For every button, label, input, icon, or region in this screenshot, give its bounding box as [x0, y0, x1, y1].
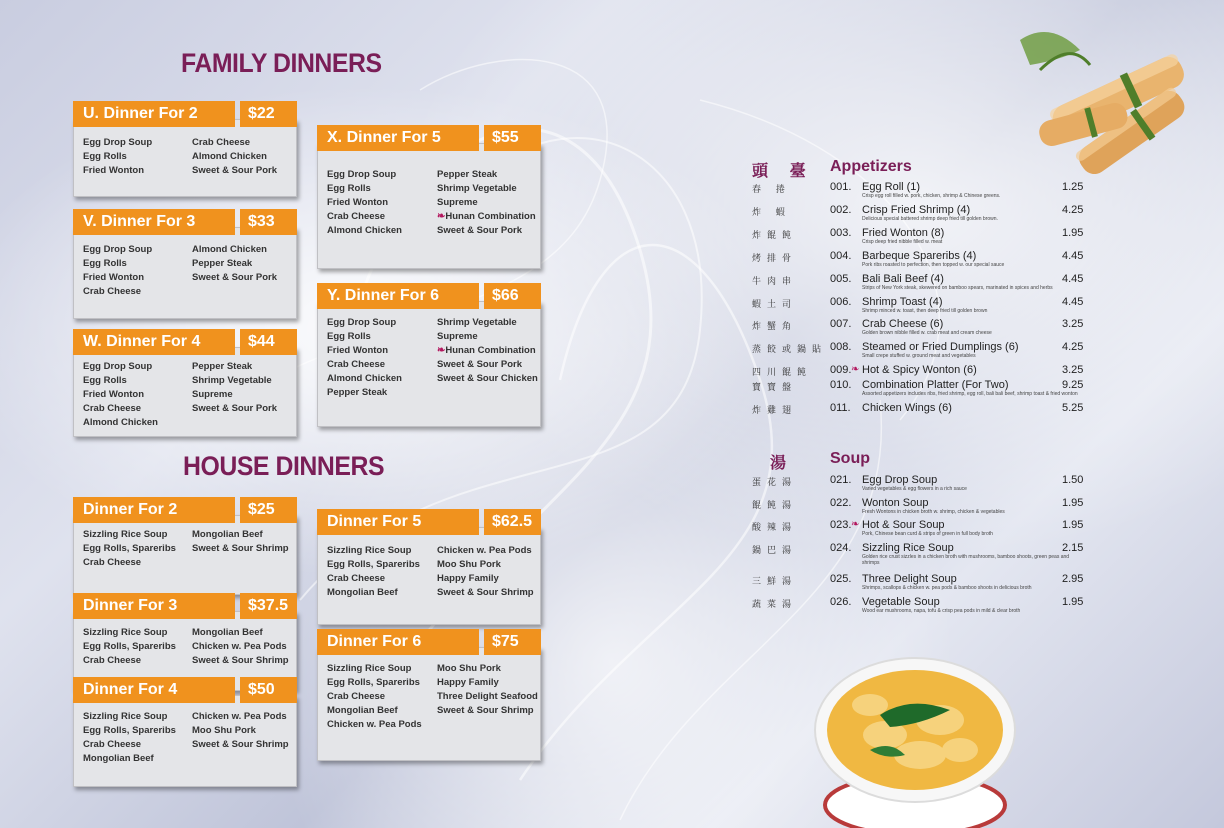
- item-desc: Crisp deep fried nibble filled w. meat: [862, 239, 943, 245]
- item-zh: 三鮮湯: [752, 577, 798, 587]
- dish: Egg Drop Soup: [327, 169, 397, 180]
- dinner-name: Dinner For 5: [317, 509, 479, 535]
- item-price: 4.25: [1062, 204, 1084, 216]
- menu-box-header: [317, 509, 541, 535]
- item-desc: Pork ribs roasted to perfection, then topped w. our special sauce: [862, 262, 1005, 268]
- item-zh: 酸辣湯: [752, 523, 798, 533]
- dish: Crab Cheese: [327, 573, 386, 584]
- item-desc: Strips of New York steak, skewered on bamboo spears, marinated in spices and herbs: [862, 285, 1053, 291]
- chili-pepper-icon: ❧: [851, 364, 860, 375]
- item-price: 3.25: [1062, 318, 1084, 330]
- item-zh: 寶寶盤: [752, 383, 798, 393]
- item-zh: 蔬菜湯: [752, 600, 798, 610]
- dish: Mongolian Beef: [192, 529, 263, 540]
- dish: Supreme: [192, 389, 233, 400]
- menu-box-body: [317, 647, 541, 761]
- item-number: 005.: [830, 273, 852, 285]
- item-price: 1.25: [1062, 181, 1084, 193]
- dish: Crab Cheese: [327, 691, 386, 702]
- dinner-price: $55: [484, 125, 541, 151]
- dish: Sweet & Sour Pork: [192, 165, 277, 176]
- item-desc: Fresh Wontons in chicken broth w. shrimp, chicken & vegetables: [862, 509, 1005, 515]
- dish: Pepper Steak: [327, 387, 388, 398]
- dinner-price: $66: [484, 283, 541, 309]
- item-name: Vegetable Soup: [862, 596, 940, 608]
- item-price: 1.95: [1062, 497, 1084, 509]
- dish: Crab Cheese: [83, 557, 142, 568]
- item-price: 1.95: [1062, 596, 1084, 608]
- dish: Egg Rolls, Spareribs: [83, 641, 176, 652]
- item-name: Bali Bali Beef (4): [862, 273, 944, 285]
- dish: Moo Shu Pork: [437, 559, 501, 570]
- item-price: 4.45: [1062, 273, 1084, 285]
- dish: Egg Drop Soup: [83, 244, 153, 255]
- item-name: Steamed or Fried Dumplings (6): [862, 341, 1019, 353]
- dinner-price: $22: [240, 101, 297, 127]
- item-zh: 炸雞翅: [752, 406, 798, 416]
- dish: Almond Chicken: [327, 225, 402, 236]
- dish: Egg Rolls: [327, 331, 371, 342]
- item-price: 1.95: [1062, 227, 1084, 239]
- item-name: Hot & Sour Soup: [862, 519, 945, 531]
- item-name: Shrimp Toast (4): [862, 296, 943, 308]
- item-price: 2.95: [1062, 573, 1084, 585]
- item-desc: Shrimps, scallops & chicken w. pea pods & bamboo shoots in delicious broth: [862, 585, 1032, 591]
- item-desc: Delicious special battered shrimp deep fried till golden brown.: [862, 216, 998, 222]
- dinner-name: Dinner For 3: [73, 593, 235, 619]
- dish: Almond Chicken: [192, 244, 267, 255]
- item-name: Egg Roll (1): [862, 181, 921, 193]
- dish: Sizzling Rice Soup: [83, 529, 168, 540]
- chili-pepper-icon: ❧: [851, 519, 860, 530]
- dish: Sizzling Rice Soup: [327, 545, 412, 556]
- item-zh: 蒸餃或鍋貼: [752, 345, 828, 355]
- menu-box-body: [73, 347, 297, 437]
- dish: Sweet & Sour Pork: [192, 403, 277, 414]
- item-zh: 炸 蝦: [752, 208, 791, 218]
- dish: Sweet & Sour Shrimp: [437, 587, 534, 598]
- dish: Almond Chicken: [327, 373, 402, 384]
- menu-box-header: [73, 677, 297, 703]
- menu-box-header: [73, 497, 297, 523]
- item-price: 1.50: [1062, 474, 1084, 486]
- menu-box-header: [73, 209, 297, 235]
- menu-box-body: [73, 119, 297, 197]
- item-price: 4.25: [1062, 341, 1084, 353]
- item-price: 2.15: [1062, 542, 1084, 554]
- dish: Shrimp Vegetable: [437, 183, 517, 194]
- item-number: 023.: [830, 519, 852, 531]
- dish: Hunan Combination: [445, 211, 536, 222]
- item-price: 5.25: [1062, 402, 1084, 414]
- dish: Almond Chicken: [83, 417, 158, 428]
- dish: Sweet & Sour Shrimp: [192, 543, 289, 554]
- item-desc: Golden rice crust sizzles in a chicken broth with mushrooms, bamboo shoots, green peas and shrimps: [862, 554, 1070, 566]
- dinner-price: $44: [240, 329, 297, 355]
- dish: Fried Wonton: [327, 197, 389, 208]
- dish: Sizzling Rice Soup: [83, 711, 168, 722]
- item-name: Egg Drop Soup: [862, 474, 938, 486]
- item-desc: Assorted appetizers includes ribs, fried shrimp, egg roll, bali bali beef, shrimp toast & fried wonton: [862, 391, 1078, 397]
- item-number: 010.: [830, 379, 852, 391]
- item-zh: 炸餛飩: [752, 231, 798, 241]
- dinner-price: $25: [240, 497, 297, 523]
- dish: Mongolian Beef: [192, 627, 263, 638]
- menu-box-header: [73, 329, 297, 355]
- dinner-name: W. Dinner For 4: [73, 329, 235, 355]
- item-zh: 蛋花湯: [752, 478, 798, 488]
- dish: Supreme: [437, 331, 478, 342]
- item-zh: 蝦土司: [752, 300, 798, 310]
- dish: Fried Wonton: [83, 165, 145, 176]
- dish: Sizzling Rice Soup: [83, 627, 168, 638]
- dish: Moo Shu Pork: [192, 725, 256, 736]
- dish: Sizzling Rice Soup: [327, 663, 412, 674]
- item-name: Fried Wonton (8): [862, 227, 945, 239]
- item-name: Three Delight Soup: [862, 573, 957, 585]
- item-desc: Golden brown nibble filled w. crab meat and cream cheese: [862, 330, 992, 336]
- menu-box-body: [317, 143, 541, 269]
- item-number: 003.: [830, 227, 852, 239]
- dish: Sweet & Sour Shrimp: [437, 705, 534, 716]
- dish: Fried Wonton: [83, 272, 145, 283]
- dish: Sweet & Sour Chicken: [437, 373, 538, 384]
- dish: Chicken w. Pea Pods: [192, 641, 287, 652]
- item-desc: Pork, Chinese bean curd & strips of green in full body broth: [862, 531, 993, 537]
- item-name: Chicken Wings (6): [862, 402, 952, 414]
- item-desc: Varied vegetables & egg flowers in a rich sauce: [862, 486, 967, 492]
- dinner-price: $62.5: [484, 509, 541, 535]
- dish: Sweet & Sour Shrimp: [192, 655, 289, 666]
- menu-box-header: [317, 629, 541, 655]
- dish: Chicken w. Pea Pods: [327, 719, 422, 730]
- item-number: 011.: [830, 402, 851, 414]
- dish: Sweet & Sour Pork: [192, 272, 277, 283]
- item-zh: 牛肉串: [752, 277, 798, 287]
- dish: Pepper Steak: [192, 258, 253, 269]
- item-zh: 炸蟹角: [752, 322, 798, 332]
- item-price: 4.45: [1062, 296, 1084, 308]
- dish: Sweet & Sour Pork: [437, 225, 522, 236]
- dish: Fried Wonton: [83, 389, 145, 400]
- item-name: Crisp Fried Shrimp (4): [862, 204, 971, 216]
- family-dinners-title: FAMILY DINNERS: [181, 48, 382, 78]
- menu-box-header: [317, 283, 541, 309]
- appetizers-title: Appetizers: [830, 158, 912, 175]
- menu-box-header: [73, 101, 297, 127]
- dish: Egg Drop Soup: [83, 361, 153, 372]
- item-zh: 餛飩湯: [752, 501, 798, 511]
- dish: Hunan Combination: [445, 345, 536, 356]
- dish: Shrimp Vegetable: [192, 375, 272, 386]
- dish: Happy Family: [437, 677, 499, 688]
- item-name: Wonton Soup: [862, 497, 929, 509]
- item-number: 001.: [830, 181, 852, 193]
- dinner-price: $37.5: [240, 593, 297, 619]
- house-dinners-title: HOUSE DINNERS: [183, 451, 385, 481]
- dish: Crab Cheese: [83, 403, 142, 414]
- dish: Crab Cheese: [192, 137, 251, 148]
- dish: Supreme: [437, 197, 478, 208]
- menu-box-header: [73, 593, 297, 619]
- item-name: Crab Cheese (6): [862, 318, 944, 330]
- item-price: 9.25: [1062, 379, 1084, 391]
- item-number: 025.: [830, 573, 852, 585]
- soup-zh-title: 湯: [770, 453, 795, 472]
- soup-title: Soup: [830, 450, 870, 467]
- item-name: Combination Platter (For Two): [862, 379, 1009, 391]
- dish: Egg Rolls, Spareribs: [83, 543, 176, 554]
- dinner-name: Dinner For 4: [73, 677, 235, 703]
- chili-pepper-icon: ❧: [437, 345, 446, 356]
- dinner-price: $50: [240, 677, 297, 703]
- dish: Sweet & Sour Pork: [437, 359, 522, 370]
- dinner-name: V. Dinner For 3: [73, 209, 235, 235]
- item-number: 024.: [830, 542, 852, 554]
- dish: Shrimp Vegetable: [437, 317, 517, 328]
- dish: Almond Chicken: [192, 151, 267, 162]
- item-zh: 烤排骨: [752, 254, 798, 264]
- dish: Mongolian Beef: [327, 705, 398, 716]
- item-desc: Small crepe stuffed w. ground meat and vegetables: [862, 353, 976, 359]
- item-number: 009.: [830, 364, 852, 376]
- menu-box-body: [317, 527, 541, 625]
- dish: Chicken w. Pea Pods: [437, 545, 532, 556]
- menu-box-body: [317, 301, 541, 427]
- item-price: 4.45: [1062, 250, 1084, 262]
- dish: Three Delight Seafood: [437, 691, 538, 702]
- item-desc: Crisp egg roll filled w. pork, chicken, shrimp & Chinese greens.: [862, 193, 1001, 199]
- dinner-name: Dinner For 6: [317, 629, 479, 655]
- dish: Mongolian Beef: [327, 587, 398, 598]
- item-desc: Wood ear mushrooms, napa, tofu & crisp pea pods in mild & clear broth: [862, 608, 1021, 614]
- dish: Egg Drop Soup: [83, 137, 153, 148]
- dish: Egg Rolls: [327, 183, 371, 194]
- item-number: 004.: [830, 250, 852, 262]
- dish: Egg Rolls: [83, 258, 127, 269]
- item-number: 002.: [830, 204, 852, 216]
- dish: Crab Cheese: [83, 655, 142, 666]
- item-number: 022.: [830, 497, 852, 509]
- dinner-name: U. Dinner For 2: [73, 101, 235, 127]
- item-number: 007.: [830, 318, 852, 330]
- dish: Chicken w. Pea Pods: [192, 711, 287, 722]
- dish: Egg Drop Soup: [327, 317, 397, 328]
- appetizers-zh-title: 頭 臺: [752, 161, 814, 180]
- item-name: Hot & Spicy Wonton (6): [862, 364, 977, 376]
- dish: Crab Cheese: [327, 359, 386, 370]
- menu-box-body: [73, 227, 297, 319]
- item-zh: 春 捲: [752, 185, 791, 195]
- dish: Egg Rolls, Spareribs: [83, 725, 176, 736]
- menu-box-body: [73, 515, 297, 595]
- dish: Mongolian Beef: [83, 753, 154, 764]
- item-zh: 鍋巴湯: [752, 546, 798, 556]
- dish: Egg Rolls, Spareribs: [327, 559, 420, 570]
- item-number: 006.: [830, 296, 852, 308]
- item-number: 021.: [830, 474, 852, 486]
- item-number: 008.: [830, 341, 852, 353]
- dinner-name: Dinner For 2: [73, 497, 235, 523]
- dish: Crab Cheese: [83, 739, 142, 750]
- chili-pepper-icon: ❧: [437, 211, 446, 222]
- dinner-name: X. Dinner For 5: [317, 125, 479, 151]
- dish: Egg Rolls: [83, 375, 127, 386]
- dinner-price: $75: [484, 629, 541, 655]
- dinner-name: Y. Dinner For 6: [317, 283, 479, 309]
- dish: Crab Cheese: [327, 211, 386, 222]
- dish: Pepper Steak: [437, 169, 498, 180]
- item-price: 3.25: [1062, 364, 1084, 376]
- menu-box-body: [73, 695, 297, 787]
- item-number: 026.: [830, 596, 852, 608]
- dish: Fried Wonton: [327, 345, 389, 356]
- dish: Pepper Steak: [192, 361, 253, 372]
- item-name: Barbeque Spareribs (4): [862, 250, 977, 262]
- dish: Moo Shu Pork: [437, 663, 501, 674]
- menu-box-header: [317, 125, 541, 151]
- dish: Crab Cheese: [83, 286, 142, 297]
- egg-rolls-photo: [1010, 10, 1210, 180]
- item-price: 1.95: [1062, 519, 1084, 531]
- wonton-soup-photo: [810, 655, 1020, 828]
- dish: Sweet & Sour Shrimp: [192, 739, 289, 750]
- dish: Egg Rolls, Spareribs: [327, 677, 420, 688]
- item-desc: Shrimp minced w. toast, then deep fried till golden brown: [862, 308, 988, 314]
- dinner-price: $33: [240, 209, 297, 235]
- dish: Happy Family: [437, 573, 499, 584]
- dish: Egg Rolls: [83, 151, 127, 162]
- item-name: Sizzling Rice Soup: [862, 542, 954, 554]
- item-zh: 四川餛飩: [752, 368, 813, 378]
